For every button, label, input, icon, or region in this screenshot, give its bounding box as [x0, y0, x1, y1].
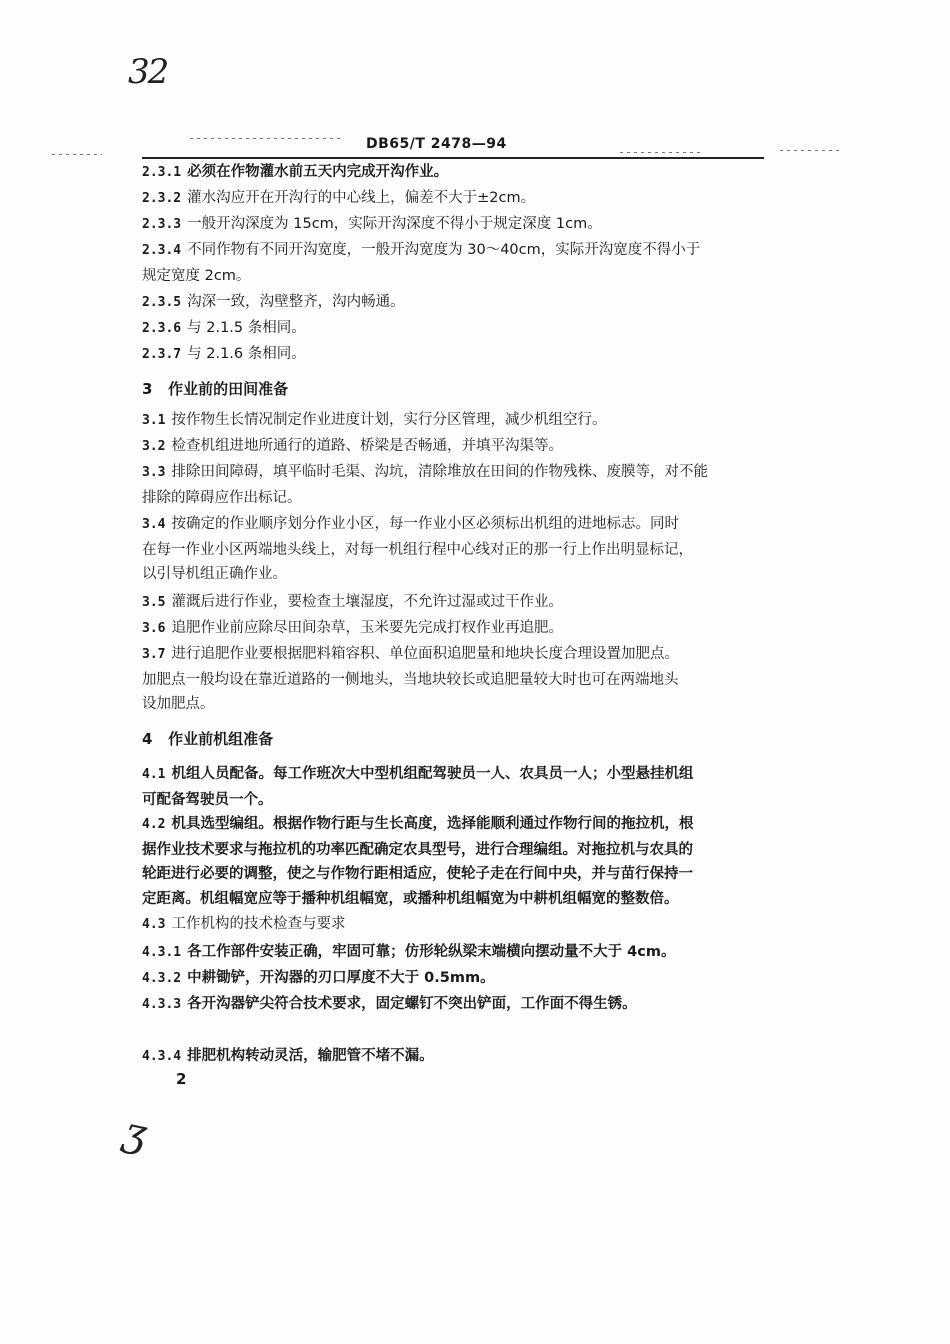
clause-3-2: [142, 434, 782, 460]
footer-page-number: 2: [176, 1070, 187, 1088]
section-number: 4: [142, 730, 153, 748]
clause-3-3: [142, 460, 782, 510]
clause-text: 工作机构的技术检查与要求: [171, 916, 346, 932]
clause-number: 4.3.4: [142, 1049, 182, 1064]
clause-number: 3.1: [142, 413, 166, 428]
clause-number: 2.3.4: [142, 243, 182, 258]
scan-noise: [620, 152, 700, 153]
clause-4-3-2: [142, 966, 782, 992]
clause-number: 4.3.3: [142, 997, 182, 1012]
clause-text: 各工作部件安装正确，牢固可靠；仿形轮纵梁末端横向摆动量不大于 4cm。: [187, 944, 676, 960]
section-heading-4: [142, 728, 273, 749]
corner-pen-mark: ʒ: [119, 1108, 152, 1158]
clause-text-cont: 可配备驾驶员一个。: [142, 791, 273, 808]
clause-text: 按作物生长情况制定作业进度计划，实行分区管理，减少机组空行。: [171, 412, 607, 428]
clause-2-3-5: [142, 290, 782, 316]
clause-text-cont: 据作业技术要求与拖拉机的功率匹配确定农具型号，进行合理编组。对拖拉机与农具的: [142, 841, 693, 858]
clause-text-cont: 以引导机组正确作业。: [142, 566, 287, 582]
clause-2-3-7: [142, 342, 782, 368]
clause-text: 必须在作物灌水前五天内完成开沟作业。: [187, 164, 449, 180]
clause-2-3-1: [142, 160, 782, 186]
clause-4-1: [142, 762, 782, 812]
clause-number: 4.3.2: [142, 971, 182, 986]
clause-number: 3.2: [142, 439, 166, 454]
clause-2-3-6: [142, 316, 782, 342]
clause-text-cont: 轮距进行必要的调整，使之与作物行距相适应，使轮子走在行间中央，并与苗行保持一: [142, 866, 693, 882]
clause-number: 2.3.7: [142, 347, 182, 362]
clause-text: 中耕锄铲，开沟器的刃口厚度不大于 0.5mm。: [187, 970, 495, 986]
scan-noise: [780, 150, 840, 151]
clause-4-3-3: [142, 992, 782, 1018]
clause-text: 机组人员配备。每工作班次大中型机组配驾驶员一人、农具员一人；小型悬挂机组: [171, 766, 694, 782]
clause-number: 4.3.1: [142, 945, 182, 960]
clause-text: 机具选型编组。根据作物行距与生长高度，选择能顺利通过作物行间的拖拉机，根: [171, 816, 694, 832]
clause-text: 排肥机构转动灵活，输肥管不堵不漏。: [187, 1048, 434, 1064]
clause-number: 4.2: [142, 817, 166, 832]
clause-2-3-4: [142, 238, 782, 288]
clause-number: 2.3.5: [142, 295, 182, 310]
scan-noise: [190, 138, 340, 139]
clause-text: 与 2.1.5 条相同。: [187, 320, 306, 336]
section-title: 作业前机组准备: [168, 730, 274, 748]
clause-number: 4.3: [142, 917, 166, 932]
clause-text: 追肥作业前应除尽田间杂草，玉米要先完成打杈作业再追肥。: [171, 620, 563, 636]
clause-number: 3.4: [142, 517, 166, 532]
clause-text-cont: 定距离。机组幅宽应等于播种机组幅宽，或播种机组幅宽为中耕机组幅宽的整数倍。: [142, 890, 679, 907]
clause-text-cont: 加肥点一般均设在靠近道路的一侧地头，当地块较长或追肥量较大时也可在两端地头: [142, 671, 679, 688]
clause-3-4: [142, 512, 782, 587]
clause-4-3: [142, 912, 782, 938]
standard-code: DB65/T 2478—94: [366, 136, 507, 152]
clause-3-1: [142, 408, 782, 434]
clause-text: 与 2.1.6 条相同。: [187, 346, 306, 362]
clause-2-3-2: [142, 186, 782, 212]
clause-text: 沟深一致，沟壁整齐，沟内畅通。: [187, 294, 405, 310]
section-heading-3: [142, 378, 288, 399]
clause-text: 进行追肥作业要根据肥料箱容积、单位面积追肥量和地块长度合理设置加肥点。: [171, 646, 679, 662]
clause-number: 2.3.6: [142, 321, 182, 336]
clause-text: 灌溉后进行作业，要检查土壤湿度，不允许过湿或过干作业。: [171, 594, 563, 610]
clause-number: 2.3.1: [142, 165, 182, 180]
clause-text-cont: 规定宽度 2cm。: [142, 267, 251, 284]
clause-4-2: [142, 812, 782, 911]
clause-text: 不同作物有不同开沟宽度，一般开沟宽度为 30～40cm，实际开沟宽度不得小于: [187, 242, 701, 258]
section-number: 3: [142, 380, 153, 398]
clause-number: 2.3.2: [142, 191, 182, 206]
clause-2-3-3: [142, 212, 782, 238]
clause-number: 3.6: [142, 621, 166, 636]
clause-number: 3.7: [142, 647, 166, 662]
clause-number: 2.3.3: [142, 217, 182, 232]
header-rule: [142, 157, 764, 159]
clause-number: 4.1: [142, 767, 166, 782]
clause-text: 检查机组进地所通行的道路、桥梁是否畅通，并填平沟渠等。: [171, 438, 563, 454]
section-title: 作业前的田间准备: [168, 380, 289, 398]
clause-text: 排除田间障碍，填平临时毛渠、沟坑，清除堆放在田间的作物残株、废膜等，对不能: [171, 464, 708, 480]
clause-text-cont: 在每一作业小区两端地头线上，对每一机组行程中心线对正的那一行上作出明显标记，: [142, 541, 693, 558]
clause-text-cont: 设加肥点。: [142, 696, 215, 712]
clause-3-6: [142, 616, 782, 642]
handwritten-page-number: 32: [128, 52, 168, 92]
clause-3-7: [142, 642, 782, 717]
clause-text: 按确定的作业顺序划分作业小区，每一作业小区必须标出机组的进地标志。同时: [171, 516, 679, 532]
clause-4-3-1: [142, 940, 782, 966]
clause-4-3-4: [142, 1044, 782, 1070]
clause-text-cont: 排除的障碍应作出标记。: [142, 489, 302, 506]
scan-noise: [52, 154, 102, 155]
clause-number: 3.5: [142, 595, 166, 610]
clause-text: 各开沟器铲尖符合技术要求，固定螺钉不突出铲面，工作面不得生锈。: [187, 996, 637, 1012]
clause-3-5: [142, 590, 782, 616]
clause-text: 一般开沟深度为 15cm，实际开沟深度不得小于规定深度 1cm。: [187, 216, 602, 232]
clause-number: 3.3: [142, 465, 166, 480]
clause-text: 灌水沟应开在开沟行的中心线上，偏差不大于±2cm。: [187, 190, 536, 206]
